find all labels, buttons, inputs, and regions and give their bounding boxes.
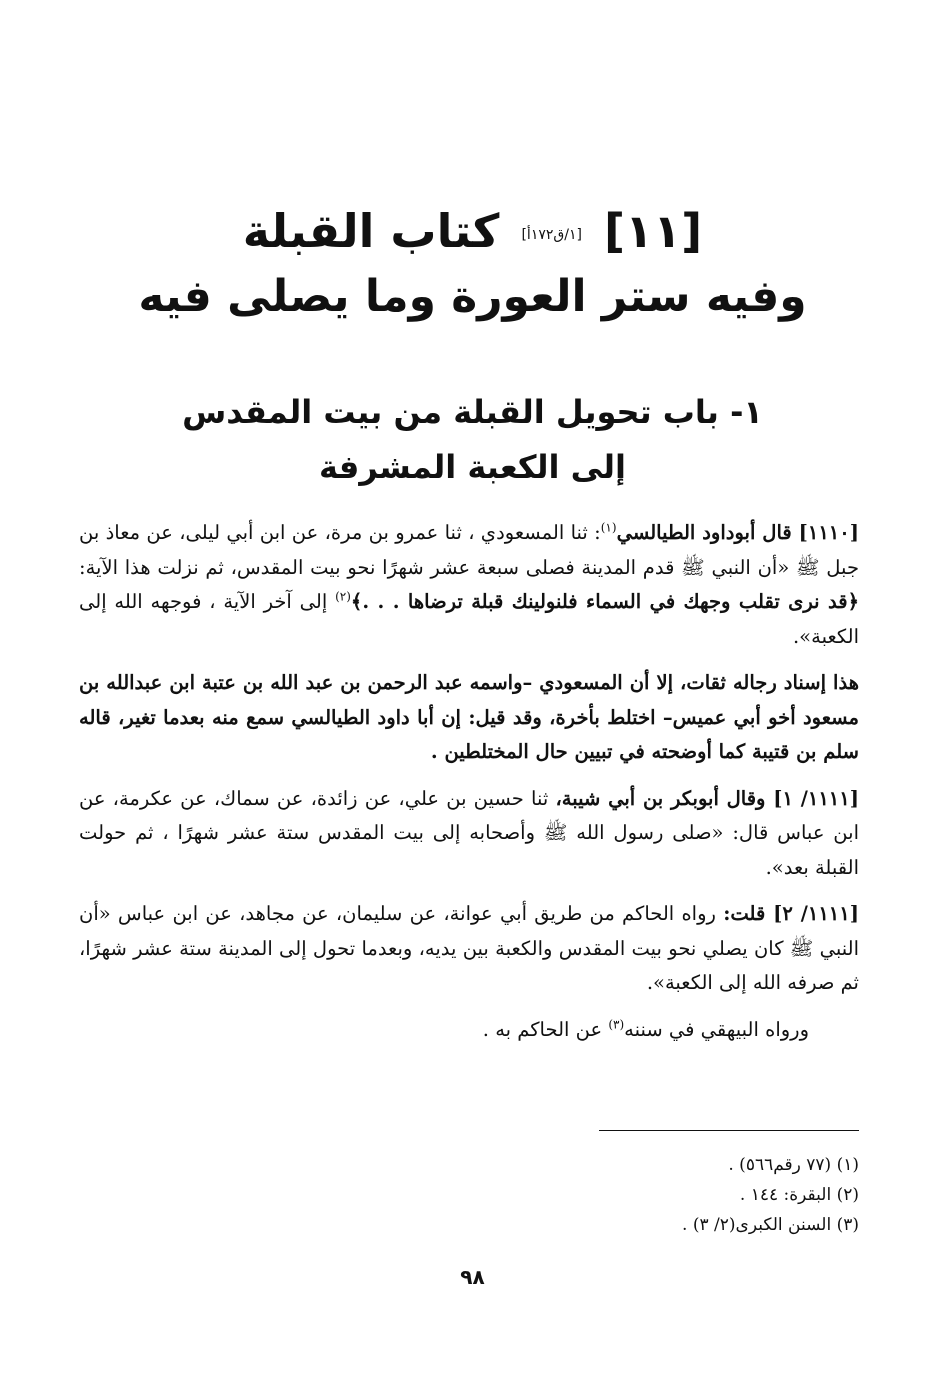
narration-text: رواه الحاكم من طريق أبي عوانة، عن سليمان، عن مجاهد، عن ابن عباس «أن النبي ﷺ كان يصلي نحو بيت المقدس والكعبة بين يديه، وبعدما تحول إلى المدينة ستة عشر شهرًا، ثم صرفه الله إلى الكعبة». [79, 902, 859, 994]
footnote-3: (٣) السنن الكبرى(٢/ ٣) . [682, 1215, 859, 1235]
hadith-paragraph-1111-2 [79, 897, 859, 1001]
narration-intro: [١١١١/ ٢] قلت: [723, 902, 859, 925]
book-title-line [0, 200, 945, 266]
manuscript-reference: [١/ق١٧٢أ] [521, 226, 582, 243]
book-title-block [0, 200, 945, 328]
narration-intro: [١١١١/ ١] وقال أبوبكر بن أبي شيبة، [555, 786, 859, 810]
footnotes [79, 1150, 859, 1240]
book-number: [١١] [603, 204, 703, 258]
footnote-1: (١) (٧٧ رقم٥٦٦) . [728, 1155, 859, 1175]
closing-text-end: عن الحاكم به . [482, 1017, 609, 1041]
narration-text: ثنا حسين بن علي، عن زائدة، عن سماك، عن عكرمة، عن ابن عباس قال: «صلى رسول الله ﷺ وأصحابه إلى بيت المقدس ستة عشر شهرًا ، ثم حولت القبلة بعد». [79, 786, 859, 879]
chapter-heading [0, 385, 945, 495]
hadith-paragraph-1110 [79, 516, 859, 654]
closing-note [79, 1013, 859, 1048]
narration-text-end: إلى آخر الآية ، فوجهه الله إلى الكعبة». [79, 590, 859, 648]
footnote-divider [599, 1130, 859, 1131]
chapter-title-line2: إلى الكعبة المشرفة [318, 448, 627, 486]
footnote-2: (٢) البقرة: ١٤٤ . [739, 1185, 859, 1205]
chapter-title-line1: ١- باب تحويل القبلة من بيت المقدس [182, 393, 763, 431]
isnad-commentary: هذا إسناد رجاله ثقات، إلا أن المسعودي –واسمه عبد الرحمن بن عبد الله بن عتبة ابن عبدالله بن مسعود أخو أبي عميس– اختلط بأخرة، وقد قيل: إن أبا داود الطيالسي سمع منه بعدما تغير، قاله سلم بن قتيبة كما أوضحته في تبيين حال المختلطين . [79, 671, 859, 763]
footnote-marker-3: (٣) [608, 1017, 625, 1031]
narration-intro: [١١١٠] قال أبوداود الطيالسي [616, 521, 859, 544]
hadith-paragraph-1111-1 [79, 782, 859, 886]
closing-text: ورواه البيهقي في سننه [624, 1017, 809, 1041]
quran-verse: ﴿قد نرى تقلب وجهك في السماء فلنولينك قبلة ترضاها . . .﴾ [350, 590, 859, 613]
footnote-marker-2: (٢) [335, 589, 351, 604]
book-title: كتاب القبلة [242, 204, 500, 258]
page-number: ٩٨ [460, 1265, 485, 1289]
narration-text: : ثنا المسعودي ، ثنا عمرو بن مرة، عن ابن أبي ليلى، عن معاذ بن جبل ﷺ «أن النبي ﷺ قدم المدينة فصلى سبعة عشر شهرًا نحو بيت المقدس، ثم نزلت هذا الآية: [79, 521, 859, 579]
book-subtitle: وفيه ستر العورة وما يصلى فيه [138, 270, 807, 322]
main-text [79, 516, 859, 1059]
footnote-marker-1: (١) [600, 520, 617, 535]
